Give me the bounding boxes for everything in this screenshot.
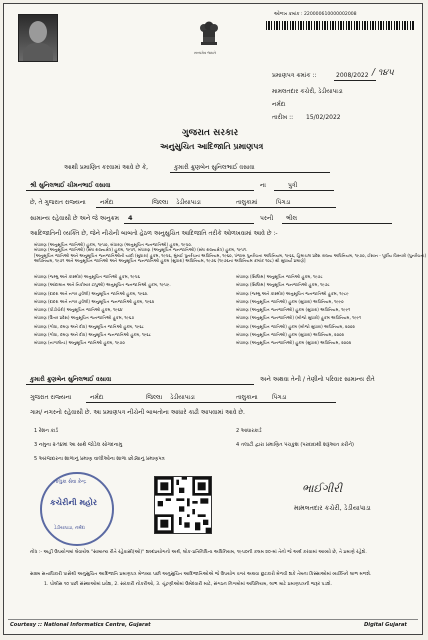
- taluka-value: પિંગડા: [276, 199, 291, 206]
- qr-code-icon: [154, 476, 212, 534]
- order-right-item: બંધારણ (અનુસૂચિત જાતિઓ) હુકમ (સુધારા) અધિનિયમ, ૨૦૦૨: [236, 331, 345, 337]
- order-right-item: બંધારણ (સિક્કિમ) અનુસૂચિત જાતિઓ હુકમ, ૧૯૭૮: [236, 274, 323, 279]
- order-top-item: [અનુસૂચિત જાતિઓ અને અનુસૂચિત જનજાતિઓની યાદી (સુધારા) હુકમ, ૧૯૫૬, મુંબઈ પુનર્રચના અધિનિયમ, ૧૯૬૦, પંજાબ પુનર્રચના અધિનિયમ, ૧૯૬૬, હિમાચલ પ્રદેશ રાજ્ય અધિનિયમ, ૧૯૭૦, ઈશાન - પૂર્વીય વિસ્તારો (પુનર્રચના): [34, 252, 427, 258]
- order-right-item: બંધારણ (અનુસૂચિત જનજાતિઓ) હુકમ (સુધારા) અધિનિયમ, ૨૦૦૨: [236, 340, 352, 345]
- caste-line: [282, 223, 392, 224]
- office-name: મામલતદાર કચેરી, ડેડીયાપાડા: [272, 88, 343, 95]
- order-left-item: બંધારણ (નાગાલેન્ડ) અનુસૂચિત જાતિઓ હુકમ, ૧૯૭૦: [34, 340, 125, 345]
- note-text: નોંધ :- અહીં ઉપયોગમાં લેવાયેલ "સામાન્ય રીતે રહેવાસી(ઓ)" શબ્દપ્રયોગનો અર્થ, લોક-પ્રતિનિધિત્વ અધિનિયમ, ૧૯૫૦ની કલમ ૨૦-માં તેનો જે અર્થ કરવામાં આવ્યો છે, તે પ્રમાણે રહેશે.: [30, 550, 367, 555]
- order-top-item: બંધારણ (અનુસૂચિત જાતિઓ) હુકમ, ૧૯૫૦, બંધારણ (અનુસૂચિત જનજાતિઓ) હુકમ, ૧૯૫૦.: [34, 242, 193, 247]
- order-right-item: બંધારણ (અનુસૂચિત જાતિઓ) હુકમ (સુધારા) અધિનિયમ, ૧૯૯૦: [236, 298, 344, 304]
- cert-number-value: 2008/2022: [336, 72, 369, 79]
- district-value: ડેડીયાપાડા: [176, 199, 201, 206]
- order-left-item: બંધારણ (ગોવા, દમણ અને દીવ) અનુસૂચિત જનજાતિઓ હુકમ, ૧૯૬૮: [34, 331, 152, 337]
- reference-number: ઓળખ ક્રમાંક : 220000610000002008: [274, 12, 357, 17]
- order-right-item: બંધારણ (સિક્કિમ) અનુસૂચિત જનજાતિઓ હુકમ, ૧૯૭૮: [236, 282, 330, 288]
- barcode: [266, 21, 414, 30]
- orders-top-list: [34, 242, 427, 263]
- applicant-photo: [18, 14, 58, 62]
- order-left-item: બંધારણ (ઉત્તર પ્રદેશ) અનુસૂચિત જનજાતિઓ હુકમ, ૧૯૬૭: [34, 315, 135, 321]
- footer-divider: [8, 619, 418, 620]
- second-name-line: [26, 384, 254, 385]
- order-right-item: બંધારણ (અનુસૂચિત જનજાતિઓ) (બીજો સુધારો) હુકમ અધિનિયમ, ૧૯૯૧: [236, 315, 362, 321]
- document-item: 2 આધારકાર્ડ: [236, 428, 262, 434]
- tribe-text: આદિજાતિની વ્યક્તિ છે, જેને નીચેની બાબતો હેઠળ અનુસુચિત આદિજાતિ તરીકે ઓળખવામાં આવે છે :-: [30, 230, 278, 237]
- certificate-page: [3, 3, 427, 635]
- state-prefix: છે, તે ગુજરાત રાજ્યના: [30, 199, 86, 206]
- document-item: 5 અરજદારના શાળાનું પ્રમાણ વાલીઓના શાળા છોડ્યાનું પ્રમાણપત્ર: [34, 456, 165, 462]
- eligibility-rule: સક્ષમ સત્તાધિકારી પાસેથી અનુસુચિત આદિજાતિ પ્રમાણપત્ર મેળવ્યા પછી અનુસુચિત આદિજાતિઓએ જે ઉપયોગ વગર અથવા છુટકારો મેળવી શકે તેમના કિસ્સાઓમાં વ્યક્તિને લાભ મળશે.: [30, 572, 372, 577]
- order-left-item: બંધારણ (પોંડીચેરી) અનુસૂચિત જાતિઓ હુકમ, ૧૯૬૪: [34, 307, 123, 312]
- relation-line: [274, 190, 334, 191]
- order-left-item: બંધારણ (આંદામાન અને નિકોબાર ટાપુઓ) અનુસૂચિત જનજાતિઓ હુકમ, ૧૯૫૯.: [34, 282, 171, 288]
- seal-top-text: તાલુકા સેવા કેન્દ્ર: [54, 480, 87, 485]
- document-title: અનુસુચિત આદિજાતિ પ્રમાણપત્ર: [160, 142, 264, 151]
- second-applicant-name: કુમારી ક્રુણબેન સુનિલભાઈ વસાવા: [30, 376, 112, 383]
- second-district-label: જિલ્લા: [146, 394, 163, 401]
- date-label: તારીખ ::: [272, 114, 294, 121]
- caste-value: ભીલ: [286, 215, 298, 222]
- government-title: ગુજરાત સરકાર: [182, 128, 239, 138]
- state-emblem-icon: [195, 16, 223, 50]
- residence-text: સામાન્ય રહેવાસી છે અને જે અનુક્રમ: [30, 215, 120, 222]
- intro-text: આથી પ્રમાણિત કરવામાં આવે છે કે,: [64, 164, 149, 171]
- seal-main-text: કચેરીની મહોર: [50, 498, 97, 507]
- order-right-item: બંધારણ (અનુસૂચિત જનજાતિઓ) હુકમ (સુધારા) અધિનિયમ, ૧૯૯૧: [236, 307, 351, 312]
- footer-brand: Digital Gujarat: [364, 622, 407, 628]
- orders-left-list: [34, 274, 214, 348]
- village-value: નર્મદા: [100, 199, 114, 206]
- document-item: 4 તલાટી દ્વારા પ્રમાણિત પંચકુશ (પરદાદાથી શરૂઆત કરીને): [236, 442, 355, 448]
- second-taluka-value: પિંગડા: [272, 394, 287, 401]
- second-taluka-label: તાલુકાના: [236, 394, 258, 401]
- serial-line: [124, 223, 254, 224]
- footer-courtesy: Courtesy :: National Informatics Centre, Gujarat: [10, 622, 151, 628]
- second-district-value: ડેડીયાપાડા: [170, 394, 195, 401]
- location-line: [96, 207, 336, 208]
- eligibility-items: 1. પોલીસ ૧૦ પછી સંસ્થાઓમાં પ્રવેશ, 2. સરકારી નોકરીઓ, 3. ચૂંટણીઓમાં ઉમેદવારી માટે, સંગઠન નિગમોમાં અધિનિયમ, લાભ માટે પ્રમાણપત્રની જરૂર પડશે.: [44, 582, 333, 587]
- order-left-item: બંધારણ (જમ્મુ અને કાશ્મીર) અનુસૂચિત જાતિઓ હુકમ, ૧૯૫૬: [34, 274, 140, 279]
- seal-bottom-text: ડેડીયાપાડા, નર્મદા: [54, 526, 85, 531]
- applicant-name: કુમારી ક્રુણબેન સુનિલભાઈ વસાવા: [174, 164, 255, 171]
- document-item: 1 રેશન કાર્ડ: [34, 428, 59, 434]
- relation-value: પુત્રી: [288, 182, 298, 189]
- basis-text: ગામ/ નગરનો રહેવાસી છે. આ પ્રમાણપત્ર નીચેની બાબતોના આધારે કાઢી આપવામાં આવે છે.: [30, 409, 245, 416]
- office-seal: [40, 472, 114, 546]
- date-value: 15/02/2022: [306, 114, 341, 121]
- photo-face: [29, 21, 47, 43]
- second-state: ગુજરાત રાજ્યના: [30, 394, 72, 401]
- relation-label: ના: [260, 182, 266, 189]
- signatory-title: મામલતદાર કચેરી, ડેડીયાપાડા: [294, 504, 371, 512]
- father-name: શ્રી સુનિલભાઈ ચીમનભાઈ વસાવા: [30, 182, 111, 189]
- order-top-item: અધિનિયમ, ૧૯૭૧ અને અનુસૂચિત જાતિઓ અને અનુસૂચિત જનજાતિઓ હુકમ (સુધારા) અધિનિયમ, ૧૯૭૬ (૧૯૭૬ના અધિનિયમ ક્રમાંક ૧૦૮) થી સુધાર્યા પ્રમાણે]: [34, 257, 306, 263]
- cert-number-handwritten: / ૧૪૫: [372, 68, 394, 78]
- signature-scribble: ભાઈગીરી: [302, 482, 342, 495]
- father-name-line: [26, 190, 254, 191]
- taluka-label: તાલુકામાં: [236, 199, 258, 206]
- district-name: નર્મદા: [272, 101, 286, 108]
- photo-body: [23, 43, 53, 61]
- order-left-item: બંધારણ (દાદરા અને નગર હવેલી) અનુસૂચિત જનજાતિઓ હુકમ, ૧૯૬૨: [34, 298, 155, 304]
- second-village: નર્મદા: [90, 394, 104, 401]
- order-right-item: બંધારણ (અનુસૂચિત જાતિઓ) હુકમ (બીજો સુધારા) અધિનિયમ, ૨૦૦૨: [236, 323, 355, 329]
- caste-label: પરની: [260, 215, 274, 222]
- document-item: 3 નમુના ૨-૧૪માં આ સાથે જોડેલ સોગંદનામુ: [34, 442, 123, 448]
- second-suffix: અને અથવા તેની / તેણીનો પરિવાર સામાન્ય રીતે: [260, 376, 375, 383]
- order-top-item: બંધારણ (અનુસૂચિત જાતિઓ) (સંઘ રાજ્યક્ષેત્ર) હુકમ, ૧૯૫૧, બંધારણ (અનુસૂચિત જનજાતિઓ) (સંઘ રાજ્યક્ષેત્ર) હુકમ, ૧૯૫૧.: [34, 247, 248, 253]
- orders-right-list: [236, 274, 416, 348]
- emblem-caption: સત્યમેવ જયતે: [194, 51, 217, 55]
- applicant-name-line: [170, 172, 330, 173]
- second-location-line: [86, 402, 336, 403]
- order-left-item: બંધારણ (ગોવા, દમણ અને દીવ) અનુસૂચિત જાતિઓ હુકમ, ૧૯૬૮: [34, 323, 144, 329]
- cert-number-underline: [334, 80, 376, 81]
- order-right-item: બંધારણ (જમ્મુ અને કાશ્મીર) અનુસૂચિત જનજાતિઓ હુકમ, ૧૯૮૯: [236, 290, 349, 296]
- cert-number-label: પ્રમાણપત્ર ક્રમાંક ::: [272, 72, 317, 79]
- order-left-item: બંધારણ (દાદરા અને નગર હવેલી) અનુસૂચિત જાતિઓ હુકમ, ૧૯૬૨.: [34, 290, 149, 296]
- serial-value: 4: [128, 214, 133, 222]
- district-label: જિલ્લા: [152, 199, 169, 206]
